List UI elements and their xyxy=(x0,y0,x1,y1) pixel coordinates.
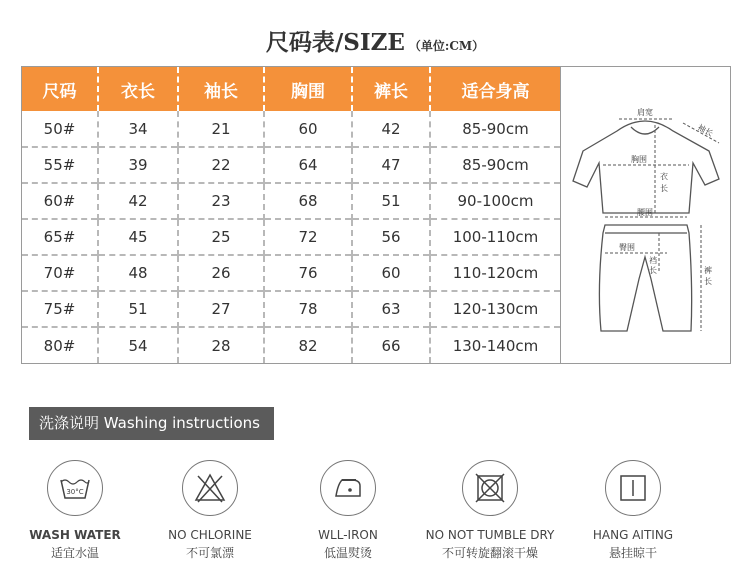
table-cell: 80# xyxy=(22,327,98,363)
no-chlorine-icon xyxy=(182,460,238,516)
table-cell: 70# xyxy=(22,255,98,291)
no-tumble-dry-icon xyxy=(462,460,518,516)
table-cell: 23 xyxy=(178,183,264,219)
label-rise-2: 长 xyxy=(649,266,657,275)
table-row xyxy=(22,327,560,363)
wash-item-zh: 悬挂晾干 xyxy=(608,546,657,560)
table-cell: 78 xyxy=(264,291,352,327)
table-cell: 27 xyxy=(178,291,264,327)
size-chart xyxy=(21,66,731,364)
table-row xyxy=(22,147,560,183)
wash-item-zh: 不可转旋翻滚干燥 xyxy=(441,546,538,560)
table-cell: 68 xyxy=(264,183,352,219)
hang-dry-icon xyxy=(605,460,661,516)
garment-diagram xyxy=(561,67,730,363)
label-sleeve: 袖长 xyxy=(696,122,715,139)
label-body-length-2: 长 xyxy=(660,184,668,193)
table-cell: 60 xyxy=(264,111,352,147)
wash-item-hang xyxy=(558,460,708,561)
wash-item-en: WLL-IRON xyxy=(318,528,378,542)
wash-item-tumble xyxy=(415,460,565,561)
table-cell: 100-110cm xyxy=(430,219,560,255)
table-cell: 50# xyxy=(43,119,76,138)
table-row xyxy=(22,111,560,147)
table-cell: 90-100cm xyxy=(430,183,560,219)
table-cell: 110-120cm xyxy=(430,255,560,291)
header-pants-length: 裤长 xyxy=(352,67,430,111)
washing-instructions-header: 洗涤说明 Washing instructions xyxy=(29,407,274,440)
table-cell: 34 xyxy=(98,111,178,147)
table-cell: 42 xyxy=(352,111,430,147)
header-height: 适合身高 xyxy=(430,67,560,111)
title-main: 尺码表/SIZE xyxy=(265,29,405,56)
table-row xyxy=(22,219,560,255)
header-body-length: 衣长 xyxy=(98,67,178,111)
size-table xyxy=(22,67,560,363)
table-cell: 120-130cm xyxy=(430,291,560,327)
table-cell: 55# xyxy=(22,147,98,183)
table-cell: 130-140cm xyxy=(430,327,560,363)
table-cell: 60# xyxy=(22,183,98,219)
table-cell: 26 xyxy=(178,255,264,291)
title-unit: （单位:CM） xyxy=(408,39,485,53)
label-pants-length-2: 长 xyxy=(704,277,712,286)
wash-item-water xyxy=(0,460,150,561)
wash-item-chlorine xyxy=(135,460,285,561)
table-cell: 85-90cm xyxy=(430,147,560,183)
label-rise-1: 裆 xyxy=(649,256,657,265)
wash-item-en: NO NOT TUMBLE DRY xyxy=(425,528,555,542)
header-size: 尺码 xyxy=(22,67,98,111)
table-cell: 39 xyxy=(98,147,178,183)
table-row xyxy=(22,291,560,327)
label-chest: 胸围 xyxy=(631,155,647,164)
shirt-outline xyxy=(573,121,719,213)
pants-outline xyxy=(599,225,691,331)
table-cell: 66 xyxy=(352,327,430,363)
label-shoulder: 肩宽 xyxy=(637,108,653,117)
wash-item-iron xyxy=(273,460,423,561)
label-waist: 腰围 xyxy=(637,208,653,217)
table-cell: 47 xyxy=(352,147,430,183)
table-cell: 72 xyxy=(264,219,352,255)
page-title xyxy=(0,24,750,57)
table-cell: 76 xyxy=(264,255,352,291)
table-cell: 82 xyxy=(264,327,352,363)
header-chest: 胸围 xyxy=(264,67,352,111)
garment-illustration xyxy=(561,67,730,363)
wash-item-en: HANG AITING xyxy=(592,528,674,542)
table-cell: 51 xyxy=(352,183,430,219)
table-cell: 60 xyxy=(352,255,430,291)
wash-item-en: NO CHLORINE xyxy=(168,528,252,542)
table-row xyxy=(22,183,560,219)
label-body-length-1: 衣 xyxy=(660,172,668,181)
wash-item-zh: 低温熨烫 xyxy=(323,546,372,560)
table-cell: 54 xyxy=(98,327,178,363)
table-cell: 85-90cm xyxy=(430,111,560,147)
wash-temp-label: 30°C xyxy=(66,488,84,496)
wash-30c-icon xyxy=(47,460,103,516)
table-cell: 56 xyxy=(352,219,430,255)
label-hip: 臀围 xyxy=(619,243,635,252)
header-sleeve-length: 袖长 xyxy=(178,67,264,111)
table-cell: 28 xyxy=(178,327,264,363)
wash-item-en: WASH WATER xyxy=(29,528,121,542)
wash-item-zh: 不可氯漂 xyxy=(185,546,234,560)
table-cell: 45 xyxy=(98,219,178,255)
table-cell: 42 xyxy=(98,183,178,219)
low-iron-icon xyxy=(320,460,376,516)
table-cell: 22 xyxy=(178,147,264,183)
wash-item-zh: 适宜水温 xyxy=(50,546,99,560)
label-pants-length-1: 裤 xyxy=(704,266,712,275)
table-cell: 63 xyxy=(352,291,430,327)
table-cell: 21 xyxy=(178,111,264,147)
table-cell: 75# xyxy=(22,291,98,327)
table-cell: 25 xyxy=(178,219,264,255)
table-cell: 64 xyxy=(264,147,352,183)
table-cell: 51 xyxy=(98,291,178,327)
table-cell: 48 xyxy=(98,255,178,291)
size-table-header xyxy=(22,67,560,111)
table-row xyxy=(22,255,560,291)
table-cell: 65# xyxy=(22,219,98,255)
